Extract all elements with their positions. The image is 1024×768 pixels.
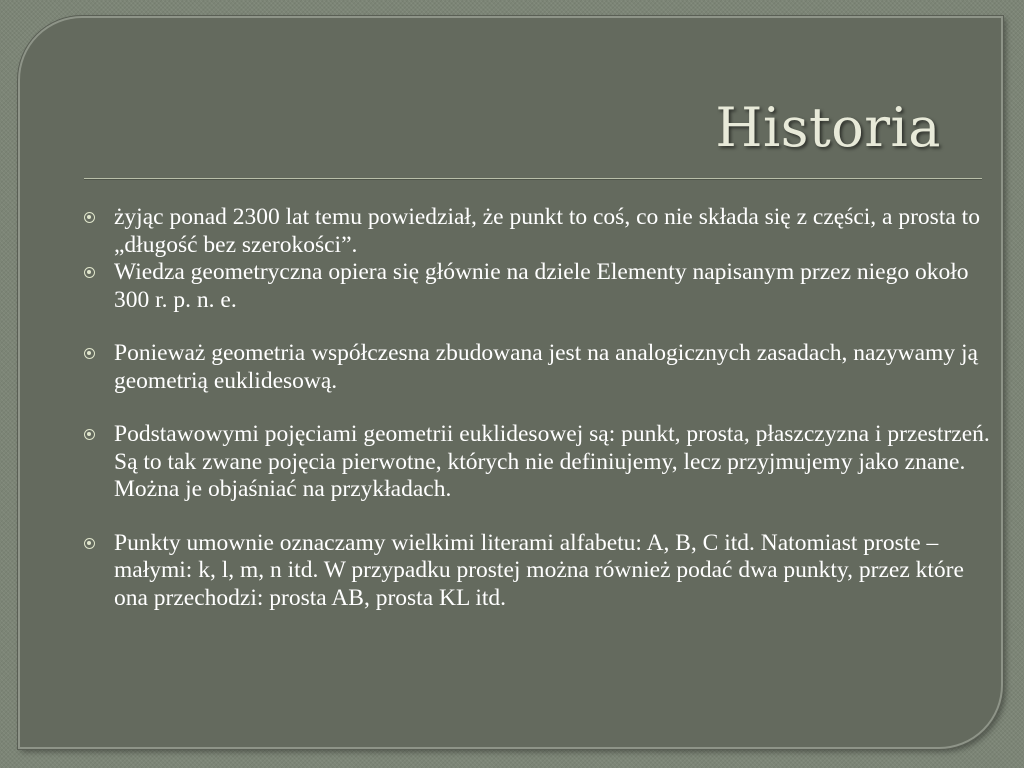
bullet-circle-icon (84, 267, 95, 278)
bullet-item (82, 421, 992, 504)
bullet-circle-icon (84, 429, 95, 440)
bullet-circle-icon (84, 212, 95, 223)
bullet-circle-icon (84, 538, 95, 549)
bullet-circle-icon (84, 348, 95, 359)
bullet-item (82, 340, 992, 395)
slide-title: Historia (715, 96, 941, 159)
bullet-text: Podstawowymi pojęciami geometrii euklidesowej są: punkt, prosta, płaszczyzna i przestrzeń. Są to tak zwane pojęcia pierwotne, których nie definiujemy, lecz przyjmujemy jako znane. Można je objaśniać na przykładach. (114, 421, 990, 502)
bullet-item (82, 204, 992, 259)
bullet-text: Punkty umownie oznaczamy wielkimi literami alfabetu: A, B, C itd. Natomiast proste – małymi: k, l, m, n itd. W przypadku prostej można również podać dwa punkty, przez które ona przechodzi: prosta AB, prosta KL itd. (114, 529, 964, 611)
slide-panel (18, 16, 1003, 749)
bullet-text: Wiedza geometryczna opiera się głównie na dziele Elementy napisanym przez niego około 300 r. p. n. e. (114, 259, 969, 313)
title-divider (84, 178, 982, 179)
bullet-item (82, 259, 992, 314)
bullet-item (82, 530, 992, 613)
bullet-text: żyjąc ponad 2300 lat temu powiedział, że punkt to coś, co nie składa się z części, a prosta to „długość bez szerokości”. (114, 204, 980, 258)
bullet-text: Ponieważ geometria współczesna zbudowana jest na analogicznych zasadach, nazywamy ją geometrią euklidesową. (114, 340, 978, 394)
bullet-list (82, 204, 992, 612)
